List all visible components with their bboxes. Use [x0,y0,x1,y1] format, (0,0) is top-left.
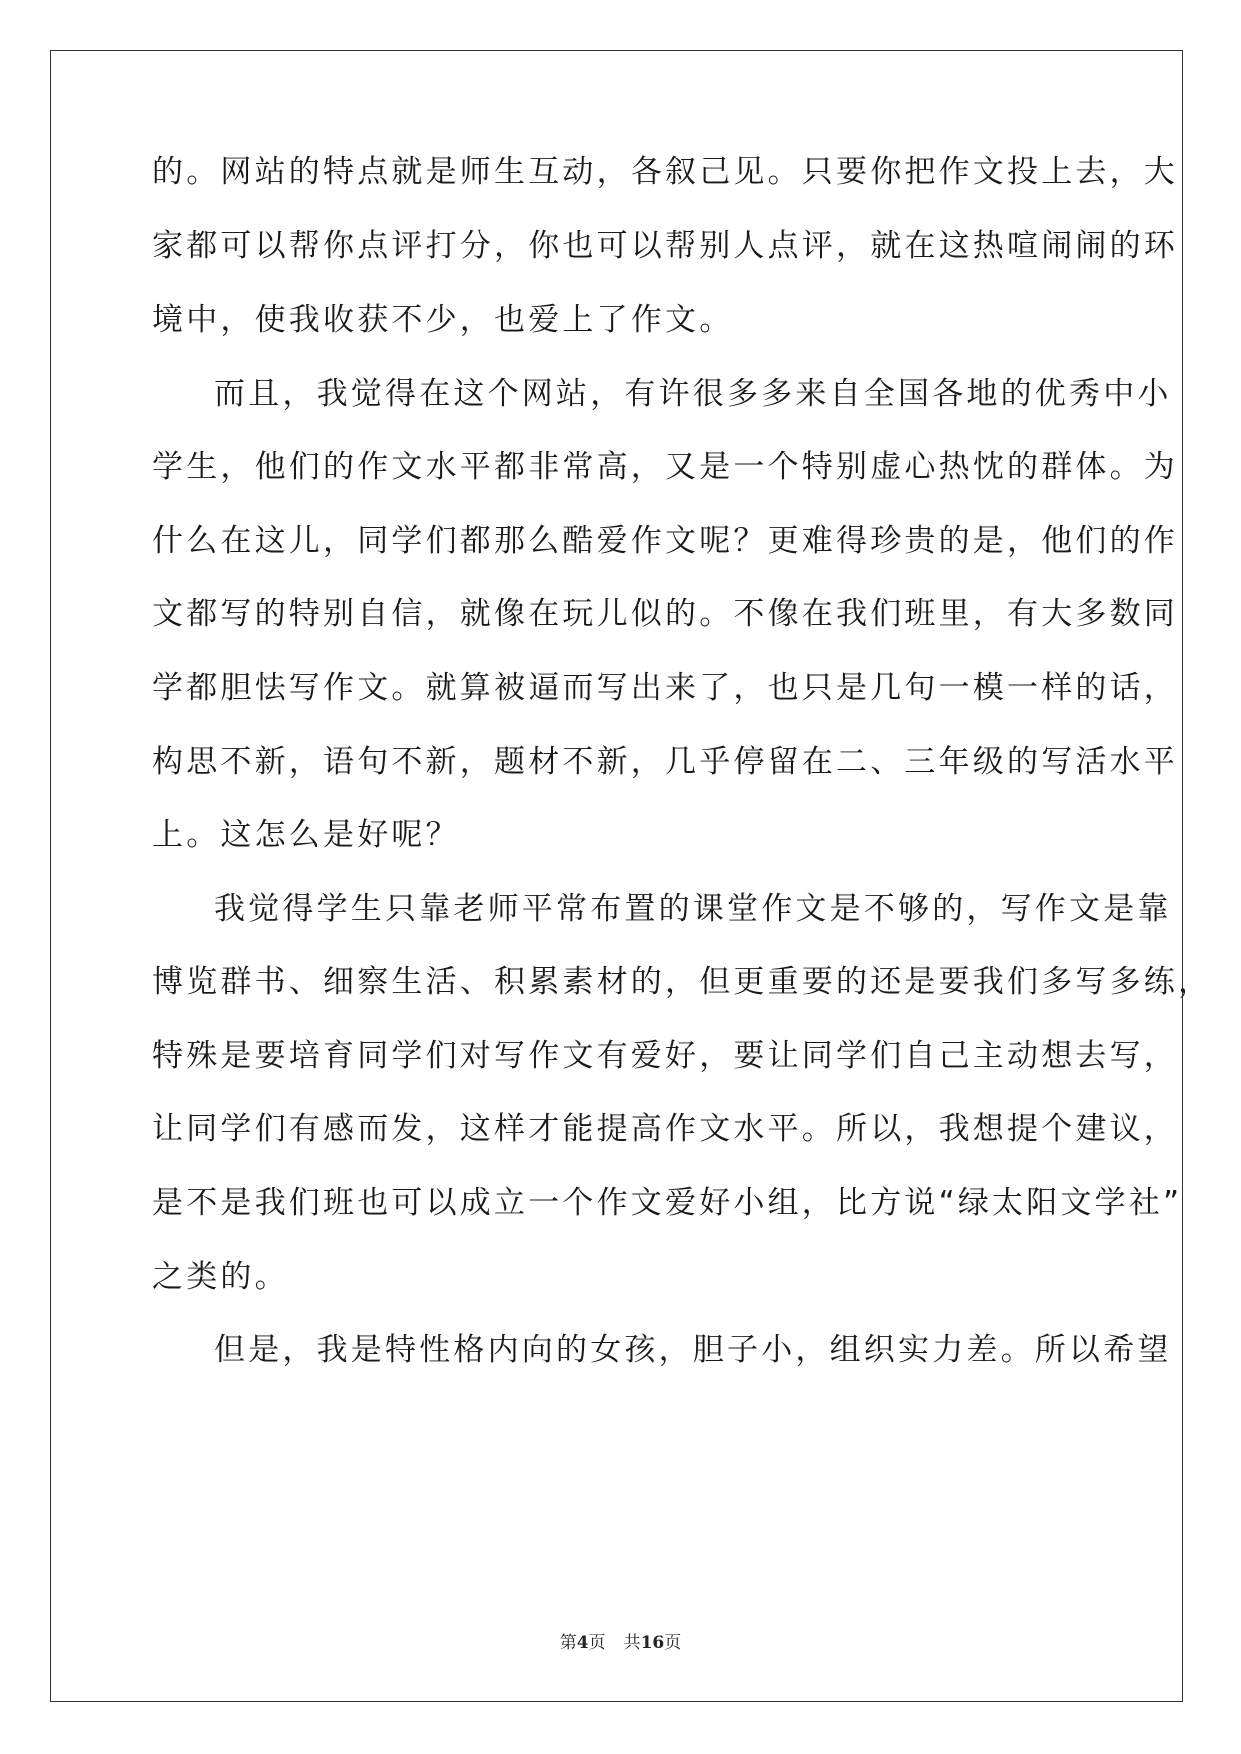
total-prefix: 共 [623,1633,641,1653]
paragraph-start-line: 而且，我觉得在这个网站，有许很多多来自全国各地的优秀中小 [214,376,1172,412]
text-line: 博览群书、细察生活、积累素材的，但更重要的还是要我们多写多练， [152,964,1213,1000]
text-line: 构思不新，语句不新，题材不新，几乎停留在二、三年级的写活水平 [152,744,1178,780]
page-border [50,50,1213,1702]
page-footer [0,1628,1241,1653]
page-total-number: 16 [640,1633,665,1653]
page-current-number: 4 [576,1633,589,1653]
paragraph-start-line: 但是，我是特性格内向的女孩，胆子小，组织实力差。所以希望 [214,1332,1172,1368]
text-line: 家都可以帮你点评打分，你也可以帮别人点评，就在这热喧闹闹的环 [152,228,1178,264]
text-line: 是不是我们班也可以成立一个作文爱好小组，比方说“绿太阳文学社” [152,1185,1183,1221]
page-suffix: 页 [588,1633,606,1653]
text-line: 上。这怎么是好呢？ [152,817,460,853]
text-line: 文都写的特别自信，就像在玩儿似的。不像在我们班里，有大多数同 [152,596,1178,632]
page-prefix: 第 [559,1633,577,1653]
text-line: 学都胆怯写作文。就算被逼而写出来了，也只是几句一模一样的话， [152,670,1178,706]
text-line: 之类的。 [152,1259,289,1295]
total-suffix: 页 [664,1633,682,1653]
text-line: 特殊是要培育同学们对写作文有爱好，要让同学们自己主动想去写， [152,1038,1178,1074]
text-line: 什么在这儿，同学们都那么酷爱作文呢？更难得珍贵的是，他们的作 [152,523,1178,559]
text-line: 学生，他们的作文水平都非常高，又是一个特别虚心热忱的群体。为 [152,449,1178,485]
text-line: 境中，使我收获不少，也爱上了作文。 [152,302,734,338]
text-line: 的。网站的特点就是师生互动，各叙己见。只要你把作文投上去，大 [152,154,1178,190]
paragraph-start-line: 我觉得学生只靠老师平常布置的课堂作文是不够的，写作文是靠 [214,891,1172,927]
text-line: 让同学们有感而发，这样才能提高作文水平。所以，我想提个建议， [152,1111,1178,1147]
